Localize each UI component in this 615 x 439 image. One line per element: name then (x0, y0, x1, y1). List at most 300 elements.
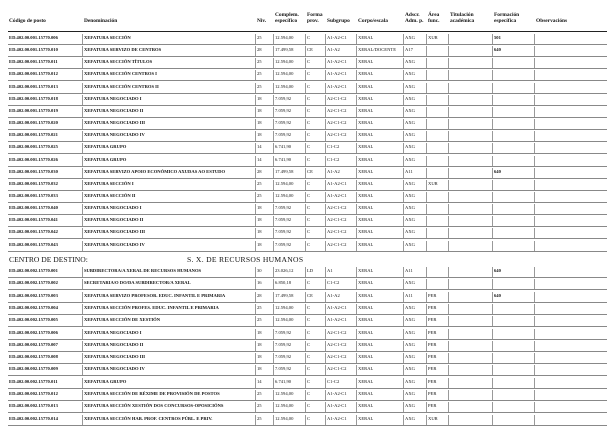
cell-adsc: AXG (405, 378, 415, 384)
cell-niv: 18 (257, 217, 262, 223)
cell-niv: 16 (257, 280, 262, 286)
cell-adsc: AXG (405, 144, 415, 150)
cell-form: 640 (494, 47, 501, 53)
header-area-line2: func. (428, 18, 440, 25)
header-niv: Niv. (257, 18, 267, 24)
cell-den: XEFATURA GRUPO (84, 156, 127, 162)
table-row (0, 192, 615, 204)
cell-sub: A2-C1-C2 (327, 366, 347, 372)
cell-adsc: AXG (405, 366, 415, 372)
row-divider (8, 68, 607, 69)
cell-area: PER (428, 378, 437, 384)
cell-forma: C (307, 35, 311, 40)
cell-area: PER (428, 403, 437, 409)
cell-comp: 17.499,58 (275, 168, 294, 174)
cell-comp: 6.741,90 (275, 144, 292, 150)
table-row (0, 316, 615, 328)
table-row (0, 204, 615, 216)
cell-code: ED.402.00.001.15770.020 (9, 120, 58, 126)
cell-forma: C (307, 132, 311, 138)
row-divider (8, 129, 607, 130)
cell-corpo: XERAL (358, 354, 374, 360)
cell-forma: CE (307, 292, 313, 298)
header-titulacion-line2: académica (450, 18, 475, 25)
cell-corpo: XERAL (358, 71, 374, 77)
header-subgrupo: Subgrupo (327, 18, 350, 24)
cell-forma: C (307, 229, 311, 235)
cell-comp: 12.594,00 (275, 317, 294, 323)
cell-den: XEFATURA NEGOCIADO I (84, 205, 142, 211)
header-forma-line1: Forma (307, 12, 323, 18)
cell-code: ED.402.00.002.15770.008 (9, 354, 58, 360)
cell-sub: A1-A2-C1 (327, 304, 347, 310)
cell-comp: 7.059,92 (275, 366, 292, 372)
cell-sub: A2-C1-C2 (327, 107, 347, 113)
cell-den: XEFATURA SECCIÓN II (84, 192, 136, 198)
cell-den: XEFATURA SECCIÓN I (84, 180, 134, 186)
cell-niv: 25 (257, 415, 262, 421)
cell-sub: C1-C2 (327, 280, 340, 286)
cell-area: PER (428, 341, 437, 347)
table-row (0, 292, 615, 304)
cell-adsc: AXG (405, 317, 415, 323)
cell-code: ED.402.00.002.15770.009 (9, 366, 58, 372)
cell-adsc: AXG (405, 229, 415, 235)
cell-comp: 12.594,00 (275, 304, 294, 310)
table-row (0, 390, 615, 402)
cell-corpo: XERAL (358, 95, 374, 101)
header-denominacion: Denominación (84, 18, 118, 24)
cell-corpo: XERAL (358, 132, 374, 138)
cell-sub: A1-A2 (327, 47, 340, 53)
cell-forma: C (307, 95, 311, 101)
cell-adsc: A17 (405, 47, 413, 53)
centro-destino-label: CENTRO DE DESTINO: (9, 255, 88, 264)
cell-comp: 12.594,00 (275, 83, 294, 89)
cell-den: SUBDIRECTORA/A XERAL DE RECURSOS HUMANOS (84, 268, 202, 273)
cell-den: XEFATURA NEGOCIADO IV (84, 132, 145, 138)
cell-comp: 12.594,00 (275, 180, 294, 186)
cell-adsc: AXG (405, 329, 415, 335)
cell-forma: C (307, 180, 311, 186)
cell-corpo: XERAL (358, 180, 374, 186)
header-adscr-line1: Adscr. (405, 12, 420, 18)
cell-forma: C (307, 415, 311, 421)
row-divider (8, 425, 607, 426)
header-complem-line1: Complem. (275, 12, 299, 18)
row-divider (8, 326, 607, 327)
cell-sub: A1-A2-C1 (327, 391, 347, 396)
cell-comp: 7.059,92 (275, 120, 292, 126)
table-row (0, 156, 615, 168)
cell-adsc: AXG (405, 280, 415, 286)
cell-comp: 7.059,92 (275, 95, 292, 101)
cell-den: XEFATURA NEGOCIADO III (84, 120, 146, 126)
row-divider (8, 214, 607, 215)
header-formacion-line2: específica (494, 18, 517, 25)
header-titulacion-line1: Titulación (450, 12, 474, 18)
header-corpo: Corpo/escala (358, 18, 388, 24)
cell-corpo: XERAL (358, 341, 374, 347)
cell-den: XEFATURA GRUPO (84, 144, 127, 150)
row-divider (8, 226, 607, 227)
cell-code: ED.402.00.002.15770.011 (9, 378, 58, 384)
cell-comp: 23.026,12 (275, 268, 294, 273)
row-divider (8, 314, 607, 315)
cell-niv: 18 (257, 354, 262, 360)
table-row (0, 402, 615, 414)
cell-comp: 12.594,00 (275, 59, 294, 65)
cell-corpo: XERAL (358, 83, 374, 89)
cell-niv: 18 (257, 95, 262, 101)
cell-corpo: XERAL (358, 59, 374, 65)
cell-forma: C (307, 366, 311, 372)
row-divider (8, 277, 607, 278)
table-row (0, 267, 615, 279)
cell-niv: 28 (257, 47, 262, 53)
cell-corpo: XERAL (358, 366, 374, 372)
cell-den: XEFATURA SECCIÓN CENTROS II (84, 83, 159, 89)
cell-code: ED.402.00.001.15770.025 (9, 144, 58, 150)
cell-comp: 12.594,00 (275, 415, 294, 421)
cell-area: PER (428, 317, 437, 323)
table-row (0, 228, 615, 240)
cell-forma: C (307, 217, 311, 223)
cell-adsc: A11 (405, 292, 413, 298)
cell-adsc: A11 (405, 168, 413, 174)
cell-code: ED.402.00.001.15770.012 (9, 71, 58, 77)
cell-comp: 7.059,92 (275, 329, 292, 335)
cell-code: ED.402.00.002.15770.006 (9, 329, 58, 335)
cell-forma: C (307, 71, 311, 77)
cell-den: XEFATURA GRUPO (84, 378, 127, 384)
cell-niv: 25 (257, 71, 262, 77)
cell-code: ED.402.00.001.15770.041 (9, 217, 58, 223)
cell-comp: 6.850,18 (275, 280, 292, 286)
cell-niv: 18 (257, 341, 262, 347)
cell-sub: A1-A2-C1 (327, 180, 347, 186)
row-divider (8, 141, 607, 142)
cell-sub: A2-C1-C2 (327, 354, 347, 360)
cell-forma: C (307, 354, 311, 360)
row-divider (8, 351, 607, 352)
cell-code: ED.402.00.001.15770.021 (9, 132, 58, 138)
cell-corpo: XERAL (358, 205, 374, 211)
cell-comp: 7.059,92 (275, 229, 292, 235)
cell-sub: C1-C2 (327, 144, 340, 150)
cell-adsc: A11 (405, 268, 413, 273)
cell-adsc: AXG (405, 341, 415, 347)
cell-area: XUR (428, 415, 438, 421)
cell-code: ED.402.00.001.15770.032 (9, 180, 58, 186)
cell-code: ED.402.00.002.15770.014 (9, 415, 58, 421)
cell-forma: C (307, 156, 311, 162)
cell-sub: A2-C1-C2 (327, 229, 347, 235)
cell-corpo: XERAL (358, 268, 374, 273)
cell-form: 640 (494, 268, 501, 273)
cell-code: ED.402.00.002.15770.007 (9, 341, 58, 347)
cell-corpo: XERAL (358, 292, 374, 298)
row-divider (8, 80, 607, 81)
cell-area: XUR (428, 35, 438, 40)
cell-code: ED.402.00.001.15770.043 (9, 241, 58, 247)
cell-den: XEFATURA NEGOCIADO II (84, 217, 144, 223)
row-divider (8, 117, 607, 118)
cell-corpo: XERAL (358, 280, 374, 286)
cell-corpo: XERAL (358, 192, 374, 198)
cell-code: ED.402.00.001.15770.030 (9, 168, 58, 174)
cell-forma: C (307, 341, 311, 347)
cell-forma: C (307, 83, 311, 89)
cell-sub: A1 (327, 268, 333, 273)
cell-niv: 18 (257, 366, 262, 372)
header-code: Código de posto (9, 18, 46, 24)
cell-niv: 25 (257, 59, 262, 65)
row-divider (8, 44, 607, 45)
table-row (0, 46, 615, 58)
cell-comp: 7.059,92 (275, 132, 292, 138)
cell-niv: 25 (257, 403, 262, 409)
cell-den: XEFATURA SERVIZO APOIO ECONÓMICO AXUDAS AO ESTUDO (84, 168, 226, 174)
row-divider (8, 178, 607, 179)
cell-niv: 25 (257, 391, 262, 396)
cell-forma: C (307, 317, 311, 323)
cell-den: XEFATURA NEGOCIADO III (84, 229, 146, 235)
cell-niv: 18 (257, 120, 262, 126)
cell-form: 501 (494, 35, 501, 40)
cell-corpo: XERAL (358, 304, 374, 310)
table-row (0, 70, 615, 82)
cell-niv: 18 (257, 329, 262, 335)
cell-den: XEFATURA NEGOCIADO IV (84, 241, 145, 247)
table-row (0, 83, 615, 95)
table-row (0, 241, 615, 253)
cell-niv: 25 (257, 180, 262, 186)
cell-den: XEFATURA NEGOCIADO III (84, 354, 146, 360)
cell-code: ED.402.00.001.15770.040 (9, 205, 58, 211)
cell-form: 640 (494, 292, 501, 298)
cell-adsc: AXG (405, 403, 415, 409)
row-divider (8, 412, 607, 413)
cell-niv: 28 (257, 168, 262, 174)
row-divider (8, 238, 607, 239)
cell-den: XEFATURA SECCIÓN XESTIÓN DOS CONCURSOS-OPOSICIÓNS (84, 403, 224, 409)
row-divider (8, 375, 607, 376)
cell-corpo: XERAL (358, 156, 374, 162)
cell-comp: 7.059,92 (275, 107, 292, 113)
cell-comp: 6.741,90 (275, 156, 292, 162)
cell-sub: A1-A2-C1 (327, 415, 347, 421)
cell-comp: 7.059,92 (275, 241, 292, 247)
cell-corpo: XERAL (358, 35, 374, 40)
cell-adsc: AXG (405, 107, 415, 113)
header-divider (8, 31, 607, 32)
cell-corpo: XERAL (358, 391, 374, 396)
cell-den: XEFATURA SERVIZO DE CENTROS (84, 47, 162, 53)
row-divider (8, 339, 607, 340)
cell-forma: C (307, 378, 311, 384)
cell-forma: C (307, 403, 311, 409)
cell-comp: 17.499,58 (275, 47, 294, 53)
table-row (0, 415, 615, 427)
cell-niv: 28 (257, 292, 262, 298)
cell-adsc: AXG (405, 71, 415, 77)
cell-comp: 7.059,92 (275, 205, 292, 211)
row-divider (8, 56, 607, 57)
cell-adsc: AXG (405, 35, 415, 40)
cell-den: XEFATURA SECCIÓN CENTROS I (84, 71, 157, 77)
cell-forma: C (307, 280, 311, 286)
cell-sub: A1-A2-C1 (327, 192, 347, 198)
cell-form: 640 (494, 168, 501, 174)
table-row (0, 180, 615, 192)
cell-corpo: XERAL (358, 415, 374, 421)
cell-sub: A1-A2-C1 (327, 403, 347, 409)
cell-forma: C (307, 192, 311, 198)
table-row (0, 341, 615, 353)
header-observacions: Observacións (536, 18, 568, 24)
cell-adsc: AXG (405, 241, 415, 247)
cell-code: ED.402.00.001.15770.018 (9, 95, 58, 101)
header-complem-line2: específico (275, 18, 298, 25)
cell-niv: 25 (257, 192, 262, 198)
row-divider (8, 166, 607, 167)
row-divider (8, 202, 607, 203)
cell-corpo: XERAL (358, 107, 374, 113)
cell-sub: A1-A2-C1 (327, 83, 347, 89)
cell-code: ED.402.00.002.15770.013 (9, 403, 58, 409)
cell-area: PER (428, 329, 437, 335)
cell-adsc: AXG (405, 304, 415, 310)
cell-den: XEFATURA NEGOCIADO II (84, 341, 144, 347)
cell-den: XEFATURA NEGOCIADO I (84, 95, 142, 101)
cell-code: ED.402.00.002.15770.005 (9, 317, 58, 323)
cell-forma: C (307, 107, 311, 113)
cell-adsc: AXG (405, 120, 415, 126)
cell-adsc: AXG (405, 354, 415, 360)
row-divider (8, 302, 607, 303)
cell-comp: 12.594,00 (275, 192, 294, 198)
table-row (0, 378, 615, 390)
cell-adsc: AXG (405, 83, 415, 89)
cell-code: ED.402.00.001.15770.033 (9, 192, 58, 198)
cell-den: XEFATURA NEGOCIADO II (84, 107, 144, 113)
cell-sub: A2-C1-C2 (327, 132, 347, 138)
cell-niv: 18 (257, 132, 262, 138)
table-row (0, 131, 615, 143)
cell-code: ED.402.00.002.15770.012 (9, 391, 58, 396)
cell-code: ED.402.00.001.15770.026 (9, 156, 58, 162)
cell-niv: 18 (257, 241, 262, 247)
cell-comp: 12.594,00 (275, 403, 294, 409)
table-row (0, 34, 615, 46)
cell-code: ED.402.00.001.15770.019 (9, 107, 58, 113)
table-row (0, 119, 615, 131)
cell-area: PER (428, 354, 437, 360)
cell-sub: A2-C1-C2 (327, 205, 347, 211)
cell-code: ED.402.00.002.15770.004 (9, 304, 58, 310)
centro-destino-heading (9, 255, 409, 265)
cell-forma: C (307, 241, 311, 247)
cell-den: XEFATURA SERVIZO PROFESOR. EDUC. INFANTIL E PRIMARIA (84, 292, 226, 298)
cell-area: PER (428, 391, 437, 396)
cell-forma: C (307, 59, 311, 65)
row-divider (8, 105, 607, 106)
cell-den: SECRETARIA/O DO/DA SUBDIRECTOR/A XERAL (84, 280, 191, 286)
cell-corpo: XERAL (358, 217, 374, 223)
cell-corpo: XERAL (358, 120, 374, 126)
cell-niv: 14 (257, 144, 262, 150)
cell-forma: C (307, 304, 311, 310)
cell-den: XEFATURA SECCIÓN HAB. PROF. CENTROS PÚBL. E PRIV. (84, 415, 213, 421)
cell-den: XEFATURA SECCIÓN PROFES. EDUC. INFANTIL E PRIMARIA (84, 304, 219, 310)
cell-code: ED.402.00.001.15770.013 (9, 83, 58, 89)
cell-adsc: AXG (405, 391, 415, 396)
table-row (0, 279, 615, 291)
table-row (0, 107, 615, 119)
cell-forma: CE (307, 47, 313, 53)
cell-sub: A2-C1-C2 (327, 95, 347, 101)
cell-code: ED.402.00.001.15770.042 (9, 229, 58, 235)
cell-comp: 12.594,00 (275, 35, 294, 40)
cell-den: XEFATURA NEGOCIADO IV (84, 366, 145, 372)
cell-corpo: XERAL (358, 241, 374, 247)
cell-adsc: AXG (405, 415, 415, 421)
cell-sub: A2-C1-C2 (327, 217, 347, 223)
cell-comp: 7.059,92 (275, 341, 292, 347)
row-divider (8, 190, 607, 191)
table-row (0, 58, 615, 70)
cell-sub: A1-A2 (327, 292, 340, 298)
table-row (0, 216, 615, 228)
cell-corpo: XERAL (358, 229, 374, 235)
cell-niv: 25 (257, 304, 262, 310)
cell-niv: 25 (257, 317, 262, 323)
cell-comp: 7.059,92 (275, 354, 292, 360)
cell-code: ED.402.00.001.15770.010 (9, 47, 58, 53)
cell-niv: 14 (257, 156, 262, 162)
cell-niv: 18 (257, 205, 262, 211)
cell-forma: C (307, 144, 311, 150)
cell-sub: A1-A2-C1 (327, 59, 347, 65)
cell-code: ED.402.00.001.15770.006 (9, 35, 58, 40)
row-divider (8, 289, 607, 290)
cell-sub: A2-C1-C2 (327, 120, 347, 126)
cell-den: XEFATURA NEGOCIADO I (84, 329, 142, 335)
cell-adsc: AXG (405, 217, 415, 223)
header-forma-line2: prov. (307, 18, 319, 25)
cell-forma: C (307, 391, 311, 396)
cell-niv: 14 (257, 378, 262, 384)
centro-destino-name: S. X. DE RECURSOS HUMANOS (187, 255, 304, 264)
cell-sub: A1-A2-C1 (327, 317, 347, 323)
table-row (0, 304, 615, 316)
cell-adsc: AXG (405, 180, 415, 186)
cell-niv: 25 (257, 83, 262, 89)
cell-forma: CE (307, 168, 313, 174)
cell-den: XEFATURA SECCIÓN DE XESTIÓN (84, 317, 161, 323)
cell-den: XEFATURA SECCIÓN DE RÉXIME DE PROVISIÓN DE POSTOS (84, 391, 220, 396)
cell-code: ED.402.00.002.15770.003 (9, 292, 58, 298)
cell-comp: 7.059,92 (275, 217, 292, 223)
row-divider (8, 251, 607, 252)
row-divider (8, 400, 607, 401)
cell-den: XEFATURA SECCIÓN TÍTULOS (84, 59, 153, 65)
cell-comp: 12.594,00 (275, 391, 294, 396)
cell-forma: C (307, 120, 311, 126)
cell-area: XUR (428, 180, 438, 186)
cell-comp: 6.741,90 (275, 378, 292, 384)
